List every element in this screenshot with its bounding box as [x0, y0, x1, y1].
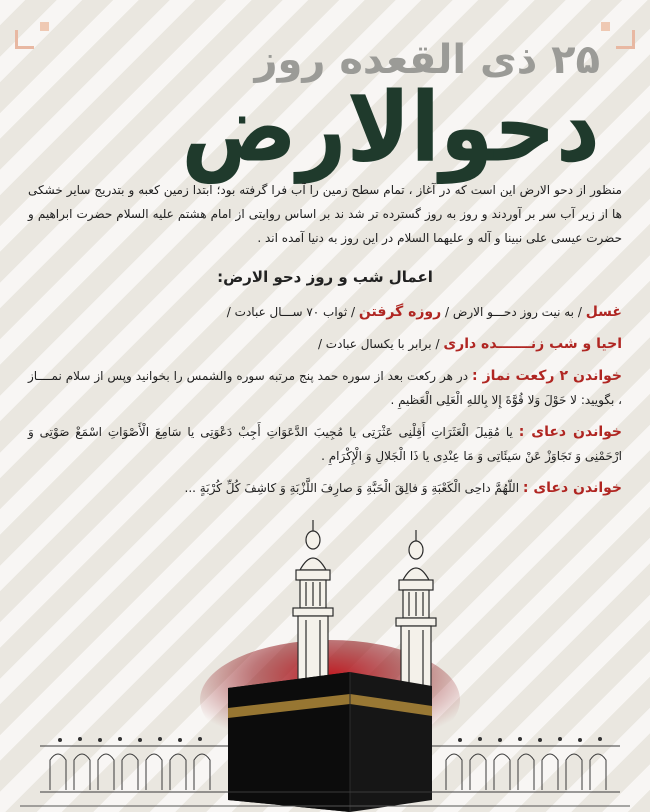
item-text-part: خواندن دعای : — [518, 424, 622, 440]
item-text-part: احیا و شب زنـــــــده داری — [443, 336, 622, 352]
item-text-part: در هر رکعت بعد از سوره حمد پنج مرتبه سوره والشمس را بخوانید وپس از سلام نمــــاز ، بگویید: لا حَوْلَ وَلا قُوَّةَ إِلا بِاللهِ الْعَلِی الْعَظیمِ . — [28, 369, 622, 407]
intro-paragraph: منظور از دحو الارض این است که در آغاز ، تمام سطح زمین را آب فرا گرفته بود؛ ابتدا زمین کعبه و بتدریج سایر خشکی ها از زیر آب سر بر آوردند و روز به روز گسترده تر شد ند بر اساس روایتی از امام هشتم علیه السلام حضرت ابراهیم و حضرت عیسی علی نبینا و آله و علیهما السلام در این روز به دنیا آمده اند . — [28, 183, 622, 245]
corner-ornament — [15, 30, 34, 49]
item-text-part: روزه گرفتن — [358, 304, 442, 320]
kaaba — [228, 672, 432, 812]
page-title: دحوالارض — [181, 72, 600, 185]
list-item — [28, 476, 622, 500]
list-item — [28, 300, 622, 324]
corner-ornament — [40, 22, 49, 31]
header — [40, 37, 600, 190]
item-text-part: / برابر با یکسال عبادت / — [317, 337, 444, 351]
item-text-part: / به نیت روز دحـــو الارض / — [441, 305, 586, 319]
item-text-part: اللّهُمَّ داحِی الْکَعْبَةِ وَ فالِقَ الْحَبَّةِ وَ صارِفَ اللَّزْبَةِ وَ کاشِفَ کُلِّ کُرْبَةٍ ... — [184, 481, 523, 495]
minaret-left — [293, 520, 333, 696]
corner-ornament — [601, 22, 610, 31]
corner-ornament — [616, 30, 635, 49]
item-text-part: غسل — [585, 304, 622, 320]
list-item — [28, 332, 622, 356]
list-item — [28, 364, 622, 412]
item-text-part: خواندن دعای : — [522, 480, 622, 496]
deeds-list — [28, 300, 622, 508]
item-text-part: خواندن ۲ رکعت نماز : — [471, 368, 622, 384]
kaaba-illustration — [0, 510, 650, 812]
section-heading: اعمال شب و روز دحو الارض: — [217, 268, 433, 286]
date-line: ۲۵ ذی القعده روز — [254, 37, 600, 83]
list-item — [28, 420, 622, 468]
item-text-part: یا مُقِیلَ الْعَثَرَاتِ أَقِلْنِی عَثْرَتِی یا مُجِیبَ الدَّعَوَاتِ أَجِبْ دَعْوَتِی یا سَامِعَ الْأَصْوَاتِ اسْمَعْ صَوْتِی وَ ارْحَمْنِی وَ تَجَاوَزْ عَنْ سَیئَاتِی وَ مَا عِنْدِی یا ذَا الْجَلالِ وَ الْإِکْرَامِ . — [28, 425, 622, 463]
item-text-part: / ثواب ۷۰ ســـال عبادت / — [226, 305, 359, 319]
